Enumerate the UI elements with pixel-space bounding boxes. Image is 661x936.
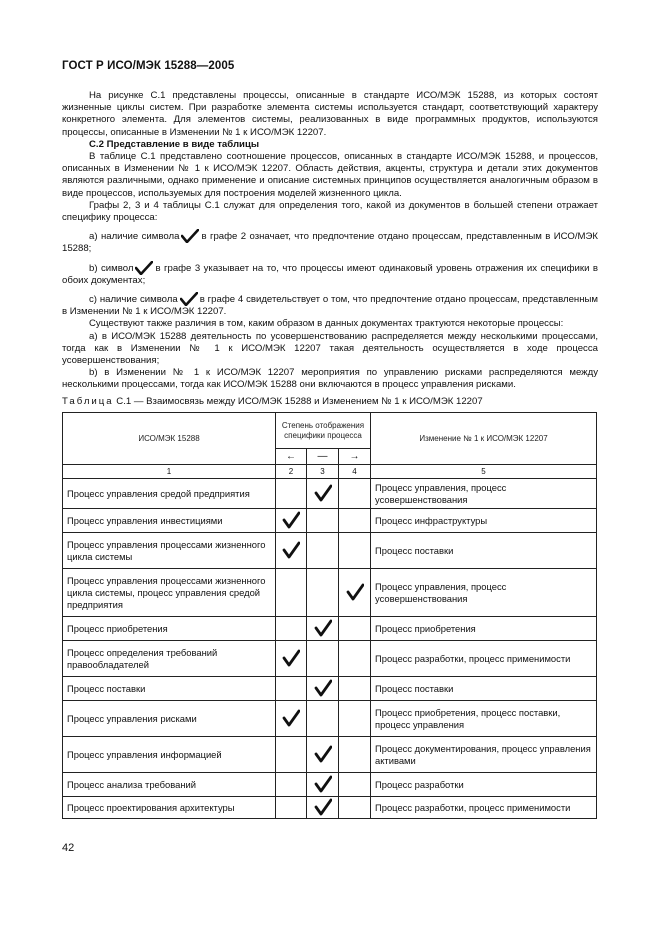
cell-degree-col-4 [339,569,371,617]
cell-degree-col-3 [307,677,339,701]
cell-degree-col-2 [276,617,307,641]
paragraph: На рисунке С.1 представлены процессы, описанные в стандарте ИСО/МЭК 15288, из которых состоят жизненные циклы систем. При разработке элемента системы используется стандарт, соответствующий характеру конкретного элемента. Для элементов системы, реализованных в виде программных продуктов, используются процессы, описанные в Изменении № 1 к ИСО/МЭК 12207. [62,90,598,138]
cell-degree-col-2 [276,533,307,569]
header-iso15288: ИСО/МЭК 15288 [63,413,276,465]
cell-degree-col-4 [339,617,371,641]
page-number: 42 [62,842,75,854]
checkmark-icon [314,679,332,697]
cell-degree-col-4 [339,533,371,569]
checkmark-icon [346,583,364,601]
cell-degree-col-2 [276,641,307,677]
table-caption-text: С.1 — Взаимосвязь между ИСО/МЭК 15288 и Изменением № 1 к ИСО/МЭК 12207 [116,396,483,407]
column-number: 4 [339,465,371,479]
table-row [63,479,597,509]
checkmark-icon [314,798,332,816]
paragraph: а) в ИСО/МЭК 15288 деятельность по усовершенствованию распределяется между несколькими процессами, тогда как в Изменении № 1 к ИСО/МЭК 12207 такая деятельность осуществляется в ходе процесса усовершенствования; [62,330,598,367]
paragraph: В таблице С.1 представлено соотношение процессов, описанных в стандарте ИСО/МЭК 15288, и процессов, описанных в Изменении № 1 к ИСО/МЭК 12207. Область действия, акценты, структура и детали этих документов являются различными, однако применение и описание системных принципов осуществляется аналогичным образом в виде процессов, используемых для построения моделей жизненного цикла. [62,151,598,199]
checkmark-icon [282,649,300,667]
section-heading: С.2 Представление в виде таблицы [89,138,260,150]
cell-iso15288-process: Процесс управления процессами жизненного цикла системы, процесс управления средой предприятия [63,569,276,617]
column-number: 1 [63,465,276,479]
cell-iso12207-process: Процесс поставки [371,677,597,701]
checkmark-icon [314,745,332,763]
checkmark-icon [314,484,332,502]
paragraph-item-c: с) наличие символа в графе 4 свидетельствует о том, что предпочтение отдано процессам, представленным в Изменении № 1 к ИСО/МЭК 12207. [62,294,598,318]
table-row [63,569,597,617]
cell-degree-col-4 [339,797,371,819]
header-degree: Степень отображения специфики процесса [276,413,371,449]
cell-iso15288-process: Процесс анализа требований [63,773,276,797]
table-row [63,641,597,677]
cell-degree-col-2 [276,479,307,509]
cell-degree-col-2 [276,509,307,533]
cell-degree-col-3 [307,641,339,677]
table-row [63,797,597,819]
header-arrow-left: ← [276,449,307,465]
cell-iso12207-process: Процесс инфраструктуры [371,509,597,533]
cell-iso15288-process: Процесс проектирования архитектуры [63,797,276,819]
table-row [63,773,597,797]
cell-degree-col-3 [307,533,339,569]
cell-iso12207-process: Процесс управления, процесс усовершенствования [371,569,597,617]
cell-degree-col-2 [276,701,307,737]
cell-degree-col-3 [307,479,339,509]
body-text [62,90,598,392]
checkmark-icon [181,229,199,243]
paragraph: Существуют также различия в том, каким образом в данных документах трактуются некоторые процессы: [89,318,564,330]
cell-degree-col-2 [276,737,307,773]
table-row [63,737,597,773]
checkmark-icon [282,541,300,559]
cell-degree-col-4 [339,701,371,737]
checkmark-icon [282,511,300,529]
table-row [63,533,597,569]
paragraph: Графы 2, 3 и 4 таблицы С.1 служат для определения того, какой из документов в большей степени отражает специфику процесса: [62,199,598,224]
table-row [63,617,597,641]
cell-iso12207-process: Процесс разработки [371,773,597,797]
header-arrow-right: → [339,449,371,465]
cell-iso15288-process: Процесс управления рисками [63,701,276,737]
cell-iso12207-process: Процесс документирования, процесс управления активами [371,737,597,773]
checkmark-icon [180,292,198,306]
cell-iso15288-process: Процесс приобретения [63,617,276,641]
cell-degree-col-3 [307,509,339,533]
cell-iso15288-process: Процесс управления процессами жизненного цикла системы [63,533,276,569]
page-header-title: ГОСТ Р ИСО/МЭК 15288—2005 [62,60,235,72]
checkmark-icon [135,261,153,275]
cell-degree-col-2 [276,677,307,701]
paragraph-item-a: а) наличие символа в графе 2 означает, что предпочтение отдано процессам, представленным в ИСО/МЭК 15288; [62,231,598,255]
cell-degree-col-2 [276,569,307,617]
table-caption [62,396,483,407]
checkmark-icon [282,709,300,727]
cell-iso15288-process: Процесс определения требований правообладателей [63,641,276,677]
cell-degree-col-3 [307,773,339,797]
process-table [62,412,597,819]
cell-iso12207-process: Процесс разработки, процесс применимости [371,797,597,819]
cell-degree-col-4 [339,479,371,509]
column-number-row [63,465,597,479]
paragraph: b) в Изменении № 1 к ИСО/МЭК 12207 мероприятия по управлению рисками распределяются между несколькими процессами, тогда как ИСО/МЭК 15288 они включаются в процесс управления рисками. [62,367,598,391]
column-number: 3 [307,465,339,479]
cell-degree-col-4 [339,509,371,533]
cell-degree-col-4 [339,773,371,797]
cell-degree-col-4 [339,737,371,773]
checkmark-icon [314,619,332,637]
cell-degree-col-2 [276,797,307,819]
cell-degree-col-3 [307,797,339,819]
header-iso12207: Изменение № 1 к ИСО/МЭК 12207 [371,413,597,465]
header-arrow-mid: — [307,449,339,465]
column-number: 2 [276,465,307,479]
paragraph-item-b: b) символ в графе 3 указывает на то, что процессы имеют одинаковый уровень отражения их специфики в обоих документах; [62,262,599,286]
cell-iso15288-process: Процесс управления инвестициями [63,509,276,533]
cell-iso12207-process: Процесс поставки [371,533,597,569]
cell-degree-col-3 [307,737,339,773]
table-row [63,677,597,701]
cell-degree-col-3 [307,701,339,737]
cell-degree-col-3 [307,617,339,641]
cell-iso12207-process: Процесс управления, процесс усовершенствования [371,479,597,509]
cell-iso15288-process: Процесс управления информацией [63,737,276,773]
cell-degree-col-4 [339,677,371,701]
cell-iso15288-process: Процесс управления средой предприятия [63,479,276,509]
table-row [63,701,597,737]
cell-iso15288-process: Процесс поставки [63,677,276,701]
checkmark-icon [314,775,332,793]
cell-degree-col-2 [276,773,307,797]
column-number: 5 [371,465,597,479]
cell-iso12207-process: Процесс приобретения, процесс поставки, процесс управления [371,701,597,737]
table-row [63,509,597,533]
cell-iso12207-process: Процесс разработки, процесс применимости [371,641,597,677]
cell-degree-col-4 [339,641,371,677]
table-caption-word: Таблица [62,396,114,407]
cell-iso12207-process: Процесс приобретения [371,617,597,641]
cell-degree-col-3 [307,569,339,617]
